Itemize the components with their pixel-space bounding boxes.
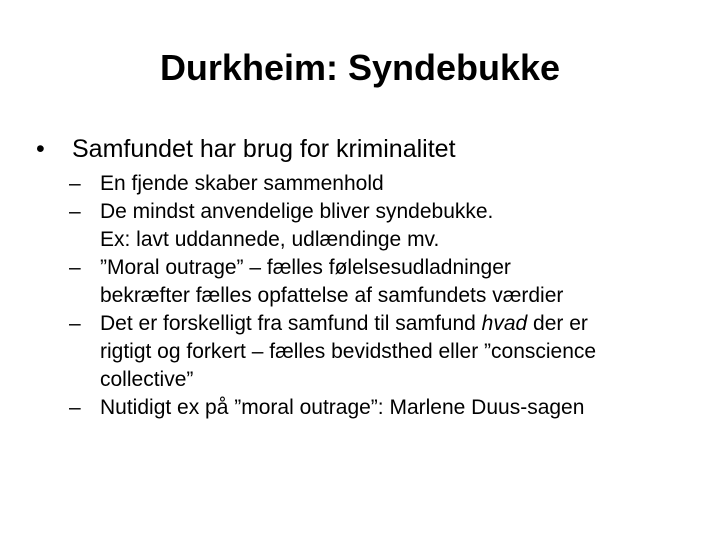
sub-bullet-line: rigtigt og forkert – fælles bevidsthed eller ”conscience [100,340,597,363]
sub-bullet-marker: – [69,172,81,195]
bullet-marker: • [36,135,45,163]
sub-bullet [36,310,706,394]
sub-bullet-list [36,170,706,422]
sub-bullet-line: bekræfter fælles opfattelse af samfundets værdier [100,284,564,307]
sub-bullet-text: der er [527,312,588,335]
sub-bullet-marker: – [69,200,81,223]
sub-bullet-marker: – [69,396,81,419]
sub-bullet-marker: – [69,256,81,279]
sub-bullet-text: Det er forskelligt fra samfund til samfund [100,312,482,335]
sub-bullet-line: ”Moral outrage” – fælles følelsesudladninger [100,256,511,279]
sub-bullet-line: En fjende skaber sammenhold [100,172,384,195]
slide-title: Durkheim: Syndebukke [159,47,561,88]
sub-bullet-marker: – [69,312,81,335]
main-bullet [36,132,706,166]
sub-bullet-line: Ex: lavt uddannede, udlændinge mv. [100,228,440,251]
sub-bullet [36,254,706,310]
sub-bullet-line [100,310,706,338]
sub-bullet [36,198,706,254]
sub-bullet [36,394,706,422]
sub-bullet-line: De mindst anvendelige bliver syndebukke. [100,200,494,223]
sub-bullet [36,170,706,198]
slide-content [36,132,706,422]
sub-bullet-line: Nutidigt ex på ”moral outrage”: Marlene Duus-sagen [100,396,585,419]
sub-bullet-line: collective” [100,368,194,391]
main-bullet-text: Samfundet har brug for kriminalitet [72,135,456,163]
emphasized-word: hvad [481,312,528,335]
